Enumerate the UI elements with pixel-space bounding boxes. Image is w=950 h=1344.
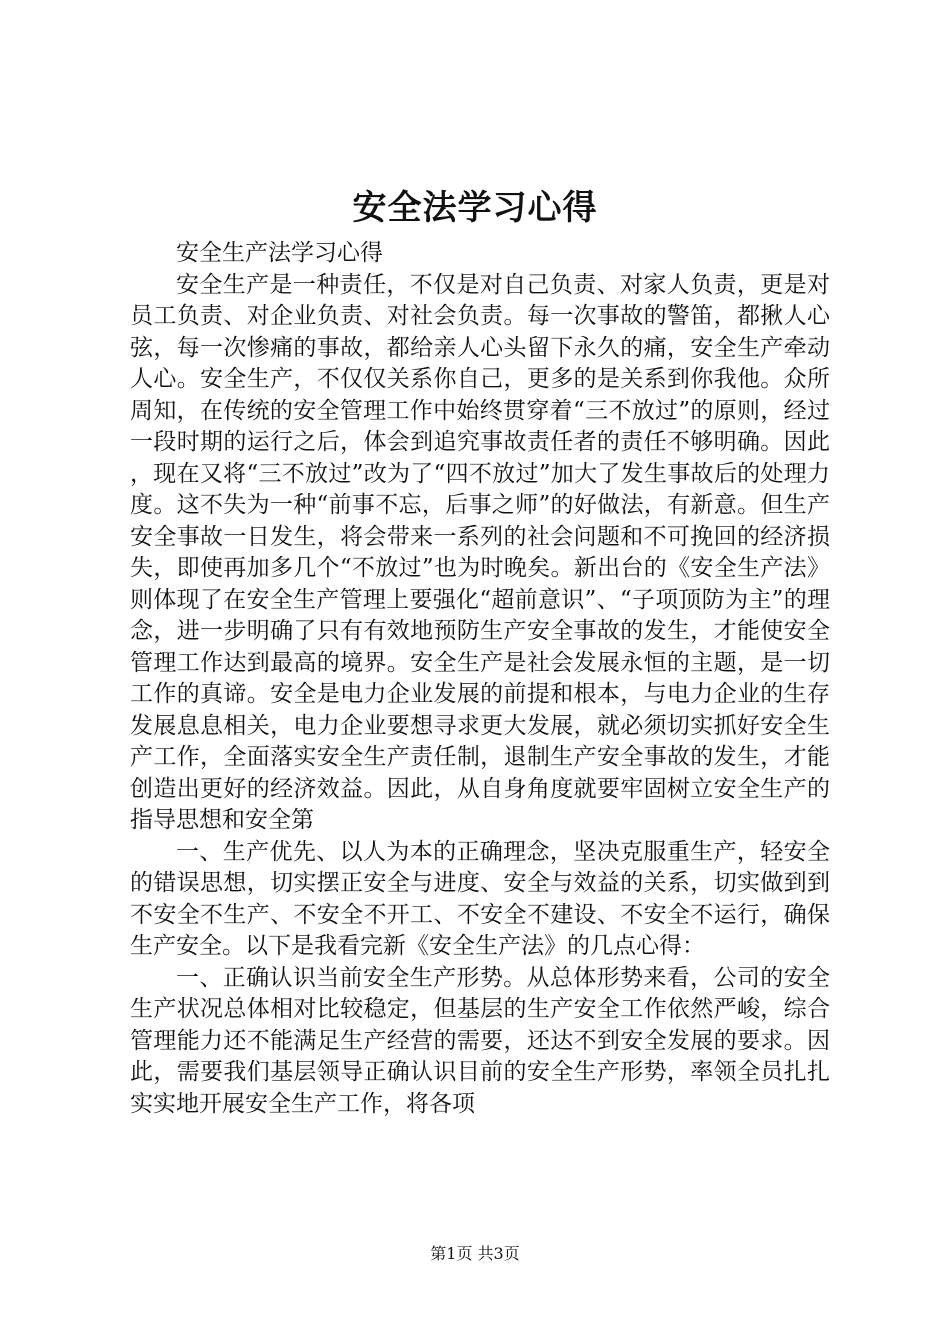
document-body: [130, 238, 830, 1120]
paragraph-principle: 一、生产优先、以人为本的正确理念，坚决克服重生产，轻安全的错误思想，切实摆正安全与进度、安全与效益的关系，切实做到到不安全不生产、不安全不开工、不安全不建设、不安全不运行，确保生产安全。以下是我看完新《安全生产法》的几点心得：: [130, 838, 830, 959]
paragraph-subtitle: 安全生产法学习心得: [176, 240, 383, 266]
paragraph-point-one: 一、正确认识当前安全生产形势。从总体形势来看，公司的安全生产状况总体相对比较稳定，但基层的生产安全工作依然严峻，综合管理能力还不能满足生产经营的需要，还达不到安全发展的要求。因此，需要我们基层领导正确认识目前的安全生产形势，率领全员扎扎实实地开展安全生产工作，将各项: [130, 964, 830, 1117]
page-footer: 第1页 共3页: [430, 1244, 520, 1263]
paragraph-intro: 安全生产是一种责任，不仅是对自己负责、对家人负责，更是对员工负责、对企业负责、对社会负责。每一次事故的警笛，都揪人心弦，每一次惨痛的事故，都给亲人心头留下永久的痛，安全生产牵动人心。安全生产，不仅仅关系你自己，更多的是关系到你我他。众所周知，在传统的安全管理工作中始终贯穿着“三不放过”的原则，经过一段时期的运行之后，体会到追究事故责任者的责任不够明确。因此，现在又将“三不放过”改为了“四不放过”加大了发生事故后的处理力度。这不失为一种“前事不忘，后事之师”的好做法，有新意。但生产安全事故一日发生，将会带来一系列的社会问题和不可挽回的经济损失，即使再加多几个“不放过”也为时晚矣。新出台的《安全生产法》则体现了在安全生产管理上要强化“超前意识”、“子项顶防为主”的理念，进一步明确了只有有效地预防生产安全事故的发生，才能使安全管理工作达到最高的境界。安全生产是社会发展永恒的主题，是一切工作的真谛。安全是电力企业发展的前提和根本，与电力企业的生存发展息息相关，电力企业要想寻求更大发展，就必须切实抓好安全生产工作，全面落实安全生产责任制，退制生产安全事故的发生，才能创造出更好的经济效益。因此，从自身角度就要牢固树立安全生产的指导思想和安全第: [130, 271, 830, 833]
document-title: 安全法学习心得: [352, 188, 598, 228]
